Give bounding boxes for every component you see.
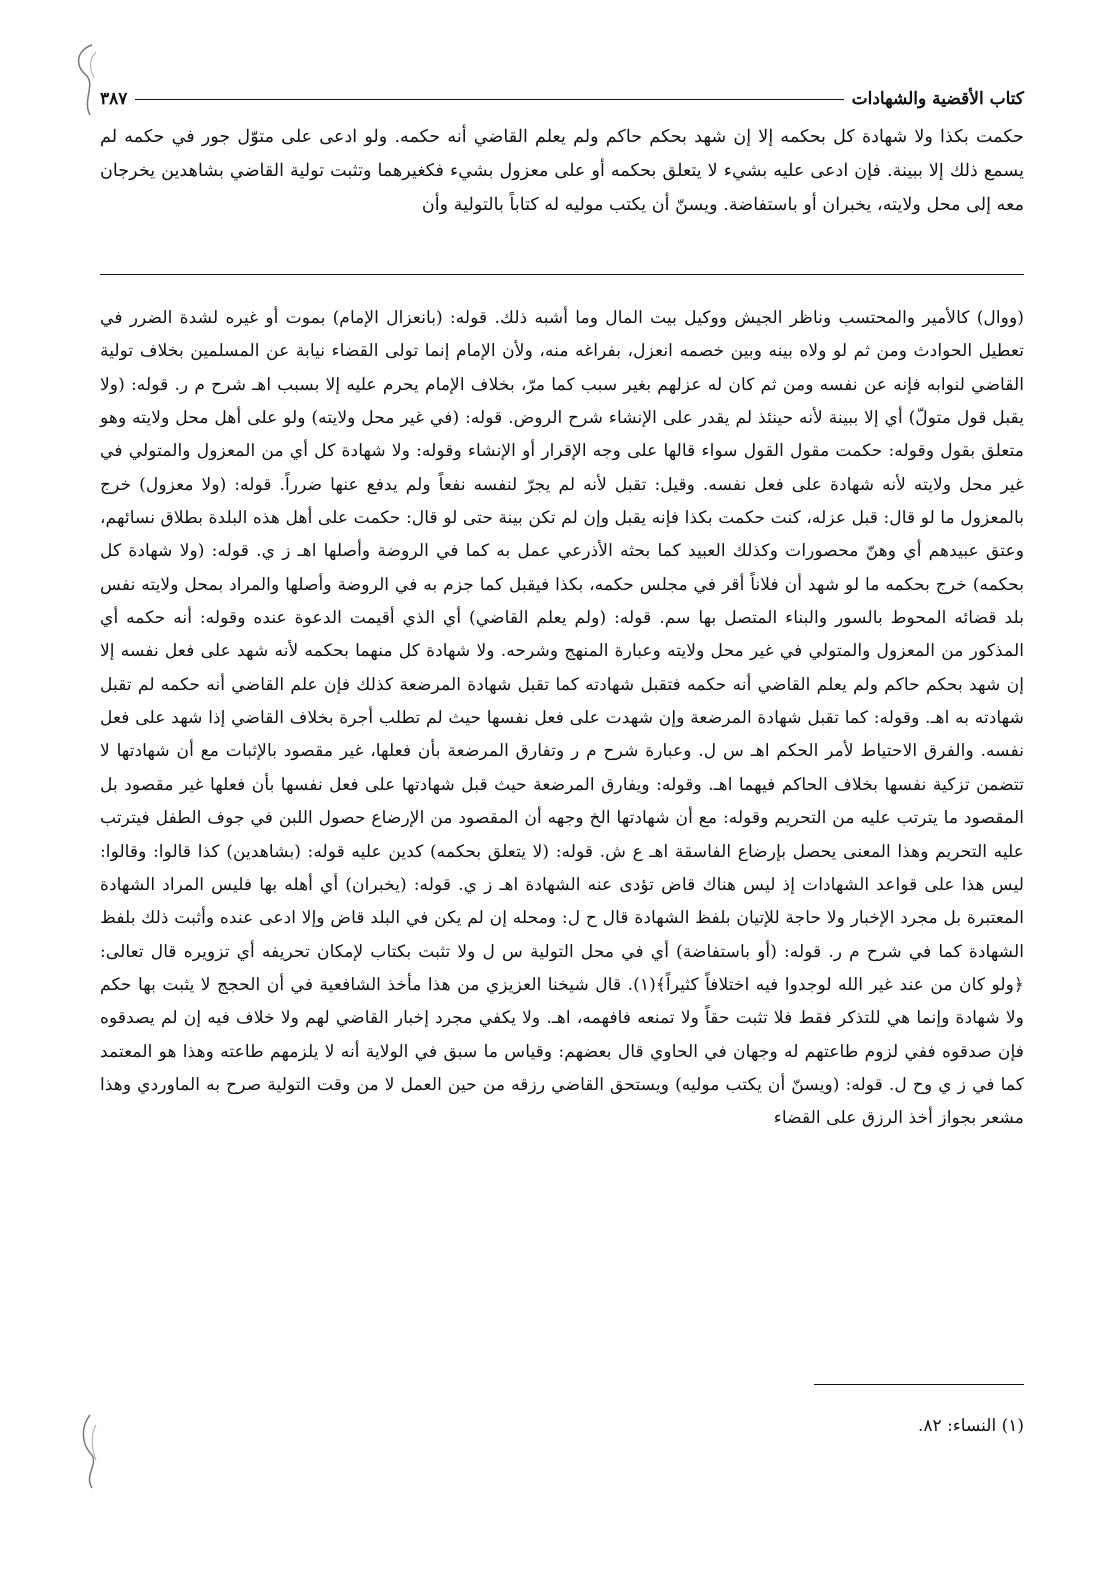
page-number: ٣٨٧ [100,89,128,109]
header-title: كتاب الأقضية والشهادات [851,89,1024,109]
margin-binding-mark-bottom [62,1410,102,1490]
header-rule [135,99,843,100]
commentary-paragraph: (ووال) كالأمير والمحتسب وناظر الجيش ووكيل بيت المال وما أشبه ذلك. قوله: (بانعزال الإمام) بموت أو غيره لشدة الضرر في تعطيل الحوادث ومن ثم لو ولاه بينه وبين خصمه انعزل، بفراغه منه، ولأن الإمام إنما تولى القضاء نيابة عن المسلمين بخلاف تولية القاضي لنوابه فإنه عن نفسه ومن ثم كان له عزلهم بغير سبب كما مرّ، بخلاف الإمام يحرم عليه إلا بسبب اهـ شرح م ر. قوله: (ولا يقبل قول متولّ) أي إلا ببينة لأنه حينئذ لم يقدر على الإنشاء شرح الروض. قوله: (في غير محل ولايته) ولو على أهل محل ولايته وهو متعلق بقول وقوله: حكمت مقول القول سواء قالها على وجه الإقرار أو الإنشاء وقوله: ولا شهادة كل أي من المعزول والمتولي في غير محل ولايته لأنه شهادة على فعل نفسه. وقيل: تقبل لأنه لم يجرّ لنفسه نفعاً ولم يدفع عنها ضرراً. قوله: (ولا معزول) خرج بالمعزول ما لو قال: قبل عزله، كنت حكمت بكذا فإنه يقبل وإن لم تكن بينة حتى لو قال: حكمت على أهل هذه البلدة بطلاق نسائهم، وعتق عبيدهم أي وهنّ محصورات وكذلك العبيد كما بحثه الأذرعي عمل به كما في الروضة وأصلها اهـ ز ي. قوله: (ولا شهادة كل بحكمه) خرج بحكمه ما لو شهد أن فلاناً أقر في مجلس حكمه، بكذا فيقبل كما جزم به في الروضة وأصلها والمراد بمحل ولايته نفس بلد قضائه المحوط بالسور والبناء المتصل بها سم. قوله: (ولم يعلم القاضي) أي الذي أقيمت الدعوة عنده وقوله: أنه حكمه أي المذكور من المعزول والمتولي في غير محل ولايته وعبارة المنهج وشرحه. ولا شهادة كل منهما بحكمه لأنه شهد على فعل نفسه إلا إن شهد بحكم حاكم ولم يعلم القاضي أنه حكمه فتقبل شهادته كما تقبل شهادة المرضعة كذلك فإن علم القاضي أنه حكمه لم تقبل شهادته به اهـ. وقوله: كما تقبل شهادة المرضعة وإن شهدت على فعل نفسها حيث لم تطلب أجرة بخلاف القاضي إذا شهد على فعل نفسه. والفرق الاحتياط لأمر الحكم اهـ س ل. وعبارة شرح م ر وتفارق المرضعة بأن فعلها، غير مقصود بالإثبات مع أن شهادتها لا تتضمن تزكية نفسها بخلاف الحاكم فيهما اهـ. وقوله: ويفارق المرضعة حيث قبل شهادتها على فعل نفسها بأن فعلها غير مقصود بل المقصود ما يترتب عليه من التحريم وقوله: مع أن شهادتها الخ وجهه أن المقصود من الإرضاع حصول اللبن في جوف الطفل فيترتب عليه التحريم وهذا المعنى يحصل بإرضاع الفاسقة اهـ ع ش. قوله: (لا يتعلق بحكمه) كدين عليه قوله: (بشاهدين) كذا قالوا: وقالوا: ليس هذا على قواعد الشهادات إذ ليس هناك قاض تؤدى عنه الشهادة اهـ ز ي. قوله: (يخبران) أي أهله بها فليس المراد الشهادة المعتبرة بل مجرد الإخبار ولا حاجة للإتيان بلفظ الشهادة قال ح ل: ومحله إن لم يكن في البلد قاض وإلا ادعى عنده وأثبت ذلك بلفظ الشهادة كما في شرح م ر. قوله: (أو باستفاضة) أي في محل التولية س ل ولا تثبت بكتاب لإمكان تحريفه أي تزويره قال تعالى: ﴿ولو كان من عند غير الله لوجدوا فيه اختلافاً كثيراً﴾(١). قال شيخنا العزيزي من هذا مأخذ الشافعية في أن الحجج لا يثبت بها حكم ولا شهادة وإنما هي للتذكر فقط فلا تثبت حقاً ولا تمنعه فافهمه، اهـ. ولا يكفي مجرد إخبار القاضي لهم ولا خلاف فيه إن لم يصدقوه فإن صدقوه ففي لزوم طاعتهم له وجهان في الحاوي قال بعضهم: وقياس ما سبق في الولاية أنه لا يلزمهم طاعته وهذا هو المعتمد كما في ز ي وح ل. قوله: (ويسنّ أن يكتب موليه) ويستحق القاضي رزقه من حين العمل لا من وقت التولية صرح به الماوردي وهذا مشعر بجواز أخذ الرزق على القضاء [100,308,1025,1129]
footnote: (١) النساء: ٨٢. [918,1416,1024,1436]
running-header [100,84,1024,114]
main-text: حكمت بكذا ولا شهادة كل بحكمه إلا إن شهد بحكم حاكم ولم يعلم القاضي أنه حكمه. ولو ادعى على متوّل جور في حكمه لم يسمع ذلك إلا ببينة. فإن ادعى عليه بشيء لا يتعلق بحكمه أو على معزول بشيء فكغيرهما وتثبت تولية القاضي بشاهدين يخرجان معه إلى محل ولايته، يخبران أو باستفاضة. ويسنّ أن يكتب موليه له كتاباً بالتولية وأن [100,127,1024,215]
commentary-text [100,302,1024,1136]
footnote-rule [814,1384,1024,1385]
text-divider [100,274,1024,275]
margin-binding-mark-top [62,40,102,120]
